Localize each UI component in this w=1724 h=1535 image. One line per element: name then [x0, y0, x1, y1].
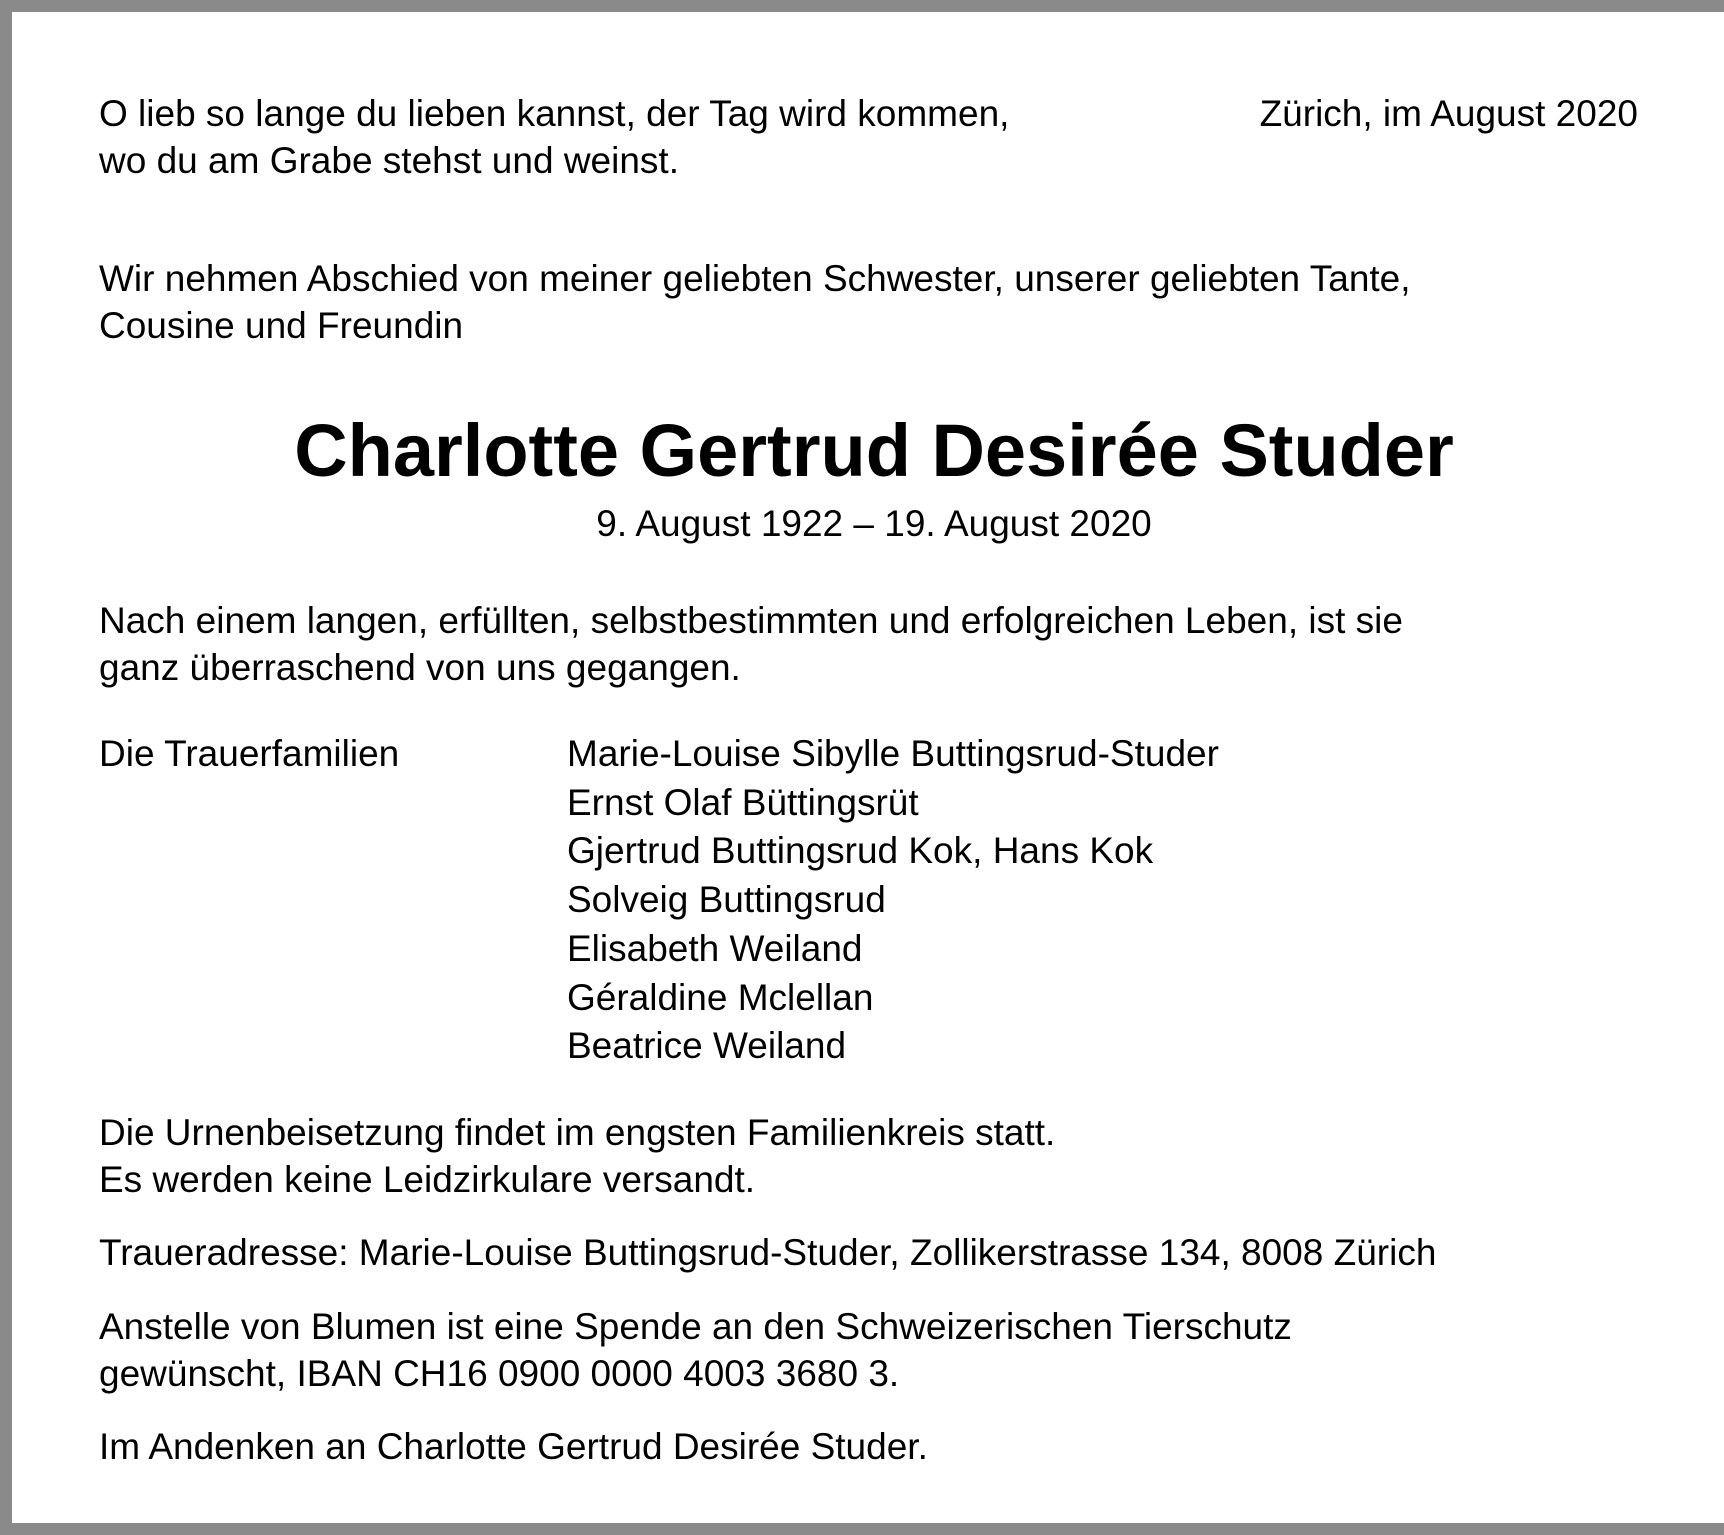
memorial-line: Im Andenken an Charlotte Gertrud Desirée Studer.	[99, 1426, 928, 1467]
burial-line-2: Es werden keine Leidzirkulare versandt.	[99, 1159, 756, 1200]
mourner-name: Solveig Buttingsrud	[567, 879, 886, 921]
farewell-message	[99, 597, 1403, 691]
intro-line-2: Cousine und Freundin	[99, 305, 464, 346]
life-dates: 9. August 1922 – 19. August 2020	[596, 503, 1152, 544]
place-date: Zürich, im August 2020	[1259, 93, 1638, 134]
mourner-name: Ernst Olaf Büttingsrüt	[567, 781, 919, 823]
mourners-list	[567, 730, 1219, 1071]
message-line-2: ganz überraschend von uns gegangen.	[99, 647, 741, 688]
intro-text	[99, 255, 1411, 349]
donation-line-1: Anstelle von Blumen ist eine Spende an den Schweizerischen Tierschutz	[99, 1306, 1292, 1347]
motto-line-1: O lieb so lange du lieben kannst, der Tag wird kommen,	[99, 93, 1010, 134]
mourner-name: Géraldine Mclellan	[567, 976, 874, 1018]
deceased-name: Charlotte Gertrud Desirée Studer	[294, 409, 1454, 492]
mourner-name: Beatrice Weiland	[567, 1025, 847, 1067]
mourning-address: Traueradresse: Marie-Louise Buttingsrud-Studer, Zollikerstrasse 134, 8008 Zürich	[99, 1232, 1437, 1273]
mourner-name: Marie-Louise Sibylle Buttingsrud-Studer	[567, 733, 1219, 774]
motto-line-2: wo du am Grabe stehst und weinst.	[99, 140, 679, 181]
donation-notice	[99, 1303, 1292, 1397]
burial-notice	[99, 1109, 1055, 1203]
message-line-1: Nach einem langen, erfüllten, selbstbestimmten und erfolgreichen Leben, ist sie	[99, 600, 1403, 641]
mourner-name: Gjertrud Buttingsrud Kok, Hans Kok	[567, 830, 1154, 872]
motto-verse	[99, 90, 1009, 184]
burial-line-1: Die Urnenbeisetzung findet im engsten Familienkreis statt.	[99, 1112, 1056, 1153]
intro-line-1: Wir nehmen Abschied von meiner geliebten Schwester, unserer geliebten Tante,	[99, 258, 1411, 299]
donation-line-2: gewünscht, IBAN CH16 0900 0000 4003 3680 3.	[99, 1353, 900, 1394]
mourner-name: Elisabeth Weiland	[567, 927, 863, 969]
mourners-label: Die Trauerfamilien	[99, 733, 400, 774]
